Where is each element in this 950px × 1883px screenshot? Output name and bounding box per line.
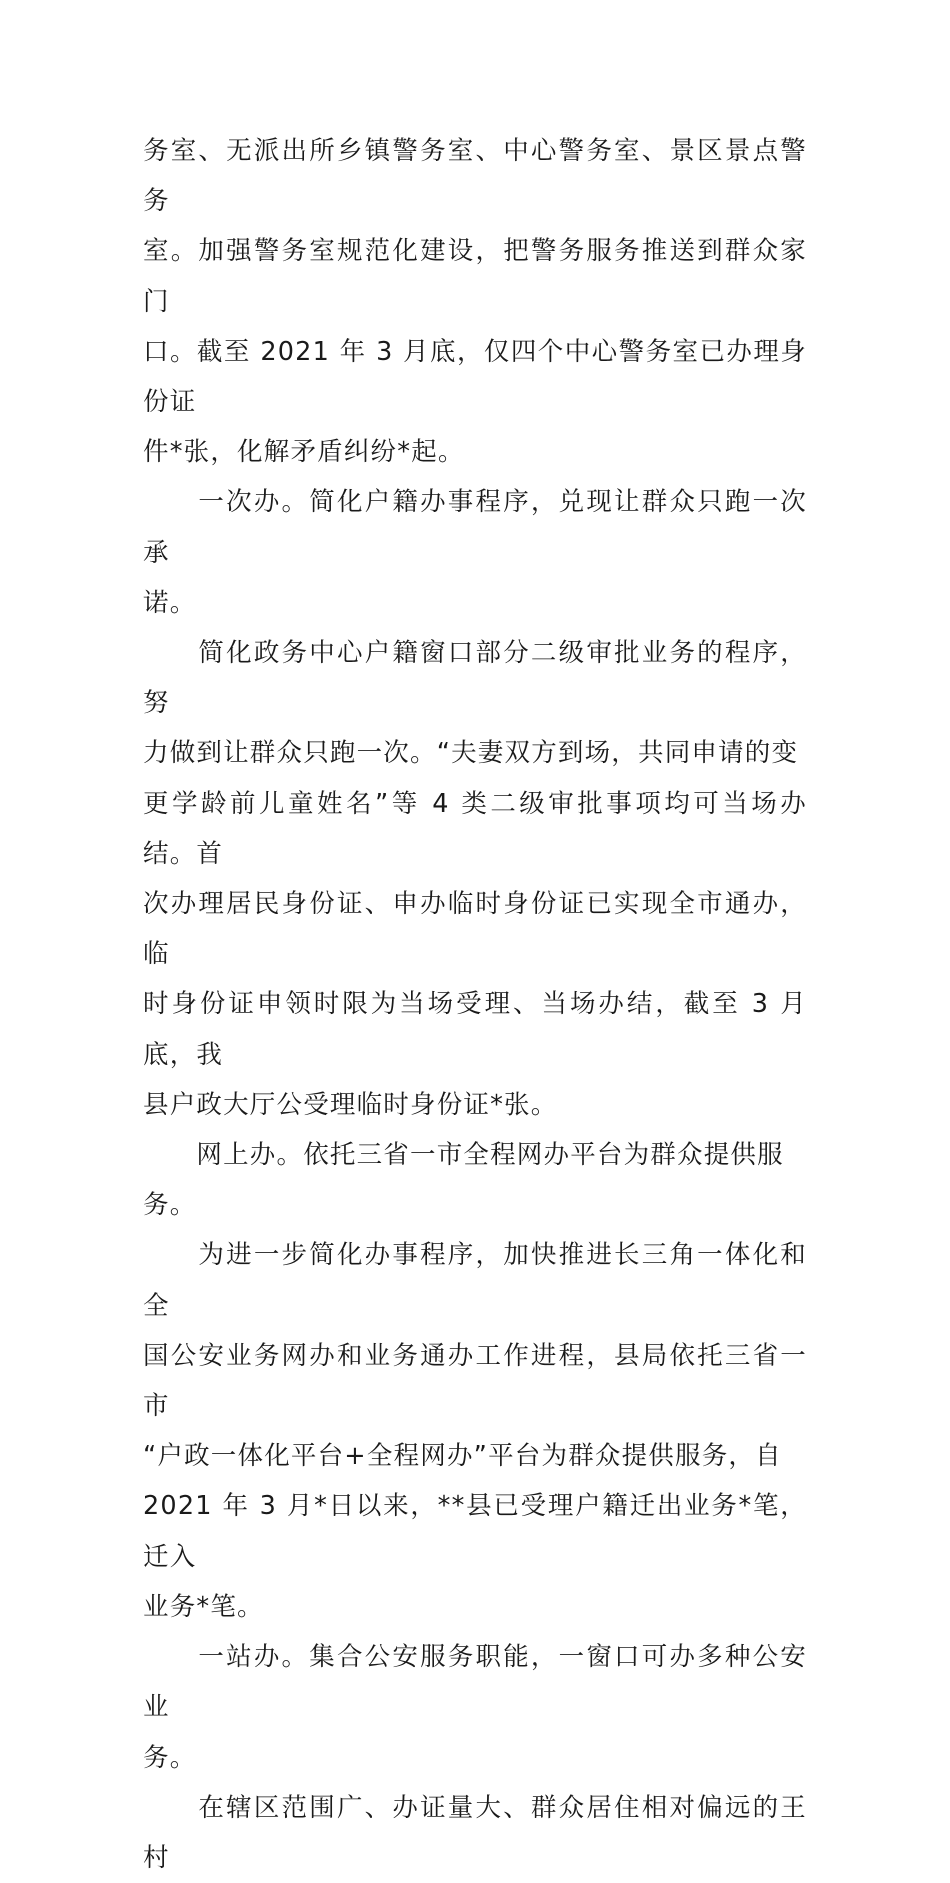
paragraph-online-heading: 网上办。依托三省一市全程网办平台为群众提供服 务。 (143, 1140, 784, 1221)
paragraph-one-stop-detail: 在辖区范围广、办证量大、群众居住相对偏远的王村 (143, 1792, 807, 1873)
paragraph-one-visit-detail: 简化政务中心户籍窗口部分二级审批业务的程序，努 力做到让群众只跑一次。“夫妻双方到场，共同申请的变 更学龄前儿童姓名”等 4 类二级审批事项均可当场办结。首 次办理居民身份证、申办临时身份证已实现全市通办，临 时身份证申领时限为当场受理、当场办结，截至 3 月底，我 县户政大厅公受理临时身份证*张。 (143, 638, 807, 1120)
paragraph-one-stop-heading: 一站办。集合公安服务职能，一窗口可办多种公安业 务。 (143, 1642, 807, 1773)
paragraph-one-visit-heading: 一次办。简化户籍办事程序，兑现让群众只跑一次承 诺。 (143, 487, 807, 618)
paragraph-police-rooms: 务室、无派出所乡镇警务室、中心警务室、景区景点警务 室。加强警务室规范化建设，把警务服务推送到群众家门 口。截至 2021 年 3 月底，仅四个中心警务室已办理身份证 件*张，化解矛盾纠纷*起。 (143, 136, 807, 468)
document-body (143, 126, 807, 1883)
paragraph-online-detail: 为进一步简化办事程序，加快推进长三角一体化和全 国公安业务网办和业务通办工作进程，县局依托三省一市 “户政一体化平台+全程网办”平台为群众提供服务，自 2021 年 3 月*日以来，**县已受理户籍迁出业务*笔，迁入 业务*笔。 (143, 1240, 808, 1622)
